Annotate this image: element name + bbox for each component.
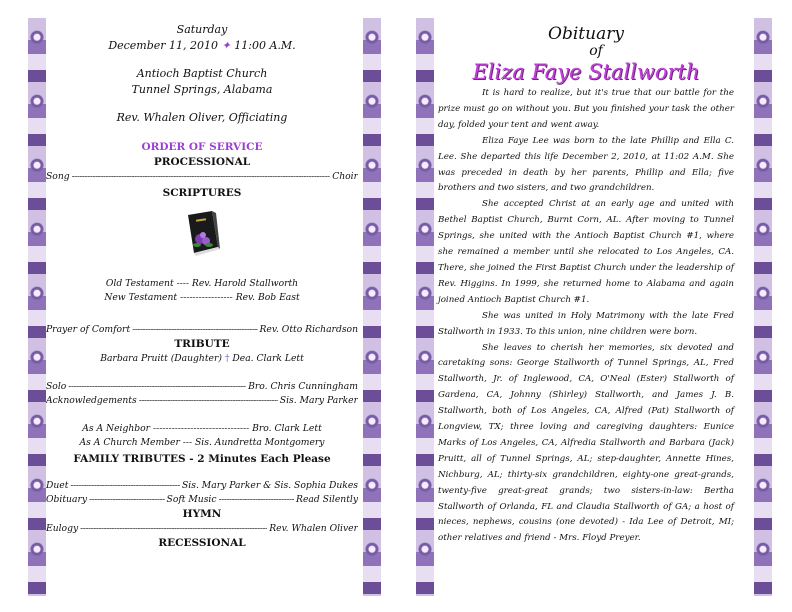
song-line: Song ----- Choir (46, 170, 358, 184)
recessional: RECESSIONAL (158, 537, 246, 549)
service-day: Saturday (176, 23, 228, 36)
obituary-paragraph: She leaves to cherish her memories, six devoted and caretaking sons: George Stallworth of Tunnel Springs, AL, Fred Stallworth, Jr. of Inglewood, CA, O'Neal (Ester) Stallworth of Gardena, CA, Johnny (Shirley) Stallworth, and James J. B. Stallworth, both of Los Angeles, CA, Alfred (Pat) Stallworth of Longview, TX; three loving and caregiving daughters: Eunice Marks of Los Angeles, CA, Alfredia Stallworth and Barbara (Jack) Pruitt, all of Tunnel Springs, AL; step-daughter, Annette Hines, Nichburg, AL; thirty-six grandchildren, eighty-one great-grands, twenty-five great-great grands; two sisters-in-law: Bertha Stallworth of Orlanda, FL and Claudia Stallworth of GA; a host of nieces, nephews, cousins (one devoted) - Ida Lee of Detroit, MI; other relatives and friend - Mrs. Floyd Preyer. (438, 342, 734, 544)
obituary-of: of (589, 43, 603, 59)
prayer-line: Prayer of Comfort ----- Rev. Otto Richardson (46, 323, 358, 337)
church-location: Tunnel Springs, Alabama (131, 83, 273, 96)
obituary-paragraph: It is hard to realize, but it's true that our battle for the prize must go on without you. But you finished your task the other day, folded your tent and went away. (438, 88, 734, 130)
cross-icon: † (224, 353, 230, 364)
program-page (46, 18, 358, 596)
acknowledgements-line: Acknowledgements ----- Sis. Mary Parker (46, 394, 358, 408)
church-member-line: As A Church Member --- Sis. Aundretta Montgomery (79, 437, 325, 448)
obituary-page (438, 18, 734, 596)
duet-line: Duet ----- Sis. Mary Parker & Sis. Sophia Dukes (46, 479, 358, 493)
hymn: HYMN (182, 508, 222, 520)
deceased-name: Eliza Faye Stallworth (472, 60, 700, 84)
new-testament-line: New Testament ----------------- Rev. Bob East (104, 292, 300, 303)
star-icon: ✦ (221, 39, 231, 52)
scriptures: SCRIPTURES (162, 187, 242, 199)
order-of-service-title: ORDER OF SERVICE (141, 141, 263, 153)
obituary-text (438, 86, 734, 547)
rose-border-left-1 (28, 18, 46, 596)
officiating: Rev. Whalen Oliver, Officiating (116, 111, 288, 124)
family-tributes: FAMILY TRIBUTES - 2 Minutes Each Please (73, 453, 331, 465)
rose-border-right-1 (416, 18, 434, 596)
eulogy-line: Eulogy ----- Rev. Whalen Oliver (46, 522, 358, 536)
rose-border-right-2 (754, 18, 772, 596)
neighbor-line: As A Neighbor ------------------------------- Bro. Clark Lett (82, 423, 322, 434)
old-testament-line: Old Testament ---- Rev. Harold Stallworth (105, 278, 299, 289)
church-name: Antioch Baptist Church (136, 67, 268, 80)
rose-border-left-2 (363, 18, 381, 596)
tribute-line: Barbara Pruitt (Daughter) † Dea. Clark Lett (100, 353, 304, 364)
obituary-line: Obituary ----- Soft Music ----- Read Silently (46, 493, 358, 507)
processional: PROCESSIONAL (153, 156, 251, 168)
obituary-paragraph: Eliza Faye Lee was born to the late Phillip and Ella C. Lee. She departed this life December 2, 2010, at 11:02 A.M. She was preceded in death by her parents, Phillip and Ella; five brothers and two sisters, and two grandchildren. (438, 135, 734, 194)
service-date-time: December 11, 2010 ✦ 11:00 A.M. (108, 39, 296, 52)
obituary-paragraph: She was united in Holy Matrimony with the late Fred Stallworth in 1933. To this union, nine children were born. (438, 310, 734, 337)
obituary-title: Obituary (548, 24, 624, 44)
obituary-paragraph: She accepted Christ at an early age and united with Bethel Baptist Church, Burnt Corn, AL. After moving to Tunnel Springs, she united with the Antioch Baptist Church #1, where she remained a member until she relocated to Los Angeles, CA. There, she joined the First Baptist Church under the leadership of Rev. Higgins. In 1999, she returned home to Alabama and again joined Antioch Baptist Church #1. (438, 199, 734, 305)
tribute: TRIBUTE (174, 338, 230, 350)
holy-bible-icon (184, 209, 220, 257)
solo-line: Solo ----- Bro. Chris Cunningham (46, 380, 358, 394)
